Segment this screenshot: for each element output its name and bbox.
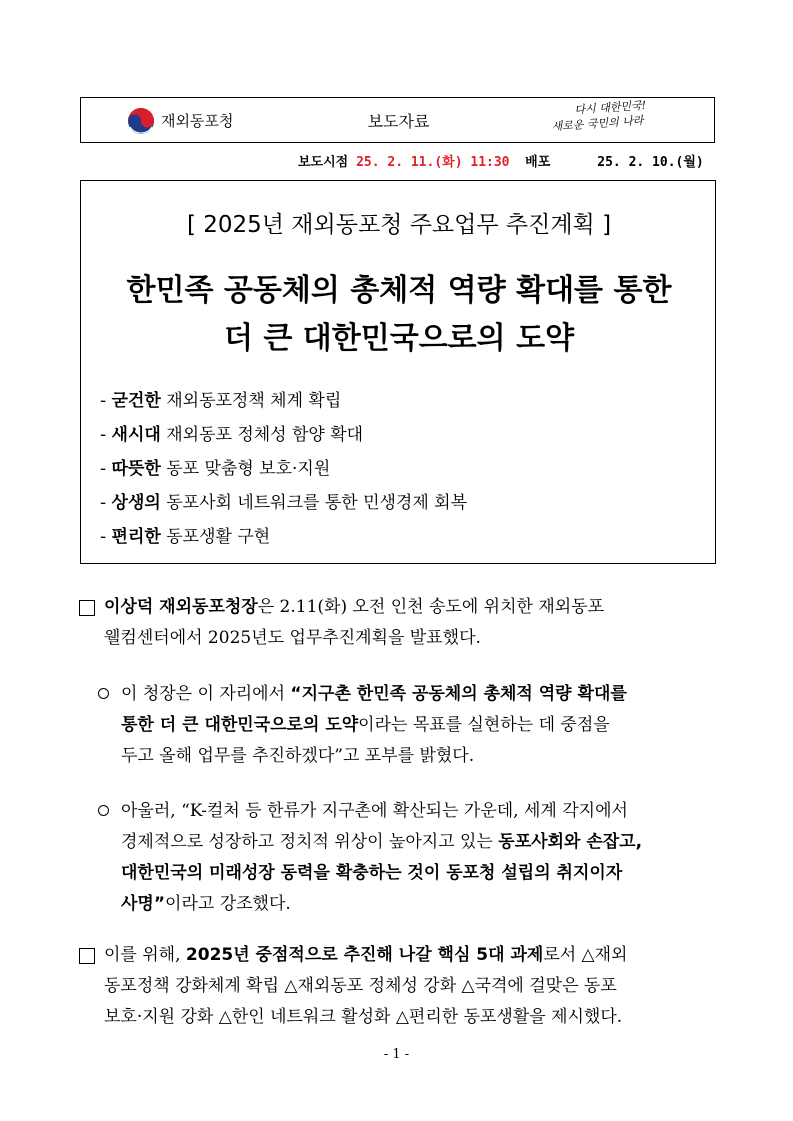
- paragraph-3-text: 이라고 강조했다.: [165, 894, 291, 914]
- paragraph-1-subject: 이상덕 재외동포청장: [104, 597, 258, 617]
- key-point-keyword: 따뜻한: [111, 459, 161, 479]
- distribution-label: 배포: [525, 155, 551, 170]
- key-point-text: 재외동포 정체성 함양 확대: [160, 425, 364, 445]
- key-point: - 새시대 재외동포 정체성 함양 확대: [100, 425, 364, 445]
- paragraph-1-line-2: 웰컴센터에서 2025년도 업무추진계획을 발표했다.: [104, 628, 481, 648]
- key-point: - 편리한 동포생활 구현: [100, 527, 271, 547]
- paragraph-2-text: 이라는 목표를 실현하는 데 중점을: [358, 715, 610, 735]
- circle-bullet-icon: [98, 805, 109, 816]
- release-info: [298, 151, 704, 170]
- paragraph-2-text: 이 청장은 이 자리에서: [121, 684, 291, 704]
- paragraph-4-text: 로서 △재외: [543, 945, 628, 965]
- slogan-line-2: 새로운 국민의 나라: [551, 113, 644, 134]
- key-point-text: 동포생활 구현: [160, 527, 271, 547]
- page-number: - 1 -: [383, 1047, 410, 1062]
- square-bullet-icon: [79, 948, 95, 964]
- circle-bullet-icon: [98, 688, 109, 699]
- headline-title-line-2: 더 큰 대한민국으로의 도약: [223, 321, 575, 356]
- key-point: - 상생의 동포사회 네트워크를 통한 민생경제 회복: [100, 493, 468, 513]
- paragraph-2-text: 두고 올해 업무를 추진하겠다”고 포부를 밝혔다.: [121, 746, 475, 766]
- paragraph-3-text: 아울러, “K-컬처 등 한류가 지구촌에 확산되는 가운데, 세계 각지에서: [121, 801, 628, 821]
- paragraph-3-quote: 대한민국의 미래성장 동력을 확충하는 것이 동포청 설립의 취지이자: [121, 863, 623, 883]
- organization-name: 재외동포청: [161, 112, 234, 130]
- key-point-text: 동포 맞춤형 보호·지원: [160, 459, 331, 479]
- paragraph-4-text: 이를 위해,: [104, 945, 186, 965]
- paragraph-3: [121, 796, 719, 920]
- paragraph-4-text: 동포정책 강화체계 확립 △재외동포 정체성 강화 △국격에 걸맞은 동포: [104, 976, 617, 996]
- headline-subtitle: [ 2025년 재외동포청 주요업무 추진계획 ]: [186, 212, 612, 238]
- headline-title-line-1: 한민족 공동체의 총체적 역량 확대를 통한: [126, 273, 672, 308]
- key-point: - 따뜻한 동포 맞춤형 보호·지원: [100, 459, 331, 479]
- key-point: - 굳건한 재외동포정책 체계 확립: [100, 391, 342, 411]
- paragraph-2: [121, 679, 719, 772]
- key-points-list: [100, 390, 467, 560]
- headline-title: [81, 267, 717, 363]
- document-type: 보도자료: [367, 112, 430, 131]
- paragraph-2-quote: “지구촌 한민족 공동체의 총체적 역량 확대를: [290, 684, 627, 704]
- release-label: 보도시점: [298, 155, 349, 170]
- paragraph-4-text: 보호·지원 강화 △한인 네트워크 활성화 △편리한 동포생활을 제시했다.: [104, 1007, 623, 1027]
- distribution-date: 25. 2. 10.(월): [597, 155, 704, 170]
- paragraph-4: [104, 940, 719, 1033]
- key-point-keyword: 굳건한: [111, 391, 161, 411]
- key-point-text: 재외동포정책 체계 확립: [160, 391, 342, 411]
- paragraph-3-text: 경제적으로 성장하고 정치적 위상이 높아지고 있는: [121, 832, 499, 852]
- paragraph-1: [104, 592, 719, 654]
- headline-box: [80, 180, 716, 564]
- release-time: 25. 2. 11.(화) 11:30: [356, 155, 510, 170]
- key-point-keyword: 새시대: [111, 425, 161, 445]
- press-header: [80, 97, 715, 143]
- key-point-keyword: 상생의: [111, 493, 161, 513]
- paragraph-3-quote: 동포사회와 손잡고,: [498, 832, 643, 852]
- paragraph-4-emphasis: 2025년 중점적으로 추진해 나갈 핵심 5대 과제: [185, 945, 544, 965]
- key-point-text: 동포사회 네트워크를 통한 민생경제 회복: [160, 493, 468, 513]
- paragraph-3-quote: 사명”: [121, 894, 166, 914]
- slogan-line-1: 다시 대한민국!: [574, 98, 647, 117]
- paragraph-1-line-1: 은 2.11(화) 오전 인천 송도에 위치한 재외동포: [257, 597, 605, 617]
- paragraph-2-quote: 통한 더 큰 대한민국으로의 도약: [121, 715, 359, 735]
- key-point-keyword: 편리한: [111, 527, 161, 547]
- square-bullet-icon: [79, 600, 95, 616]
